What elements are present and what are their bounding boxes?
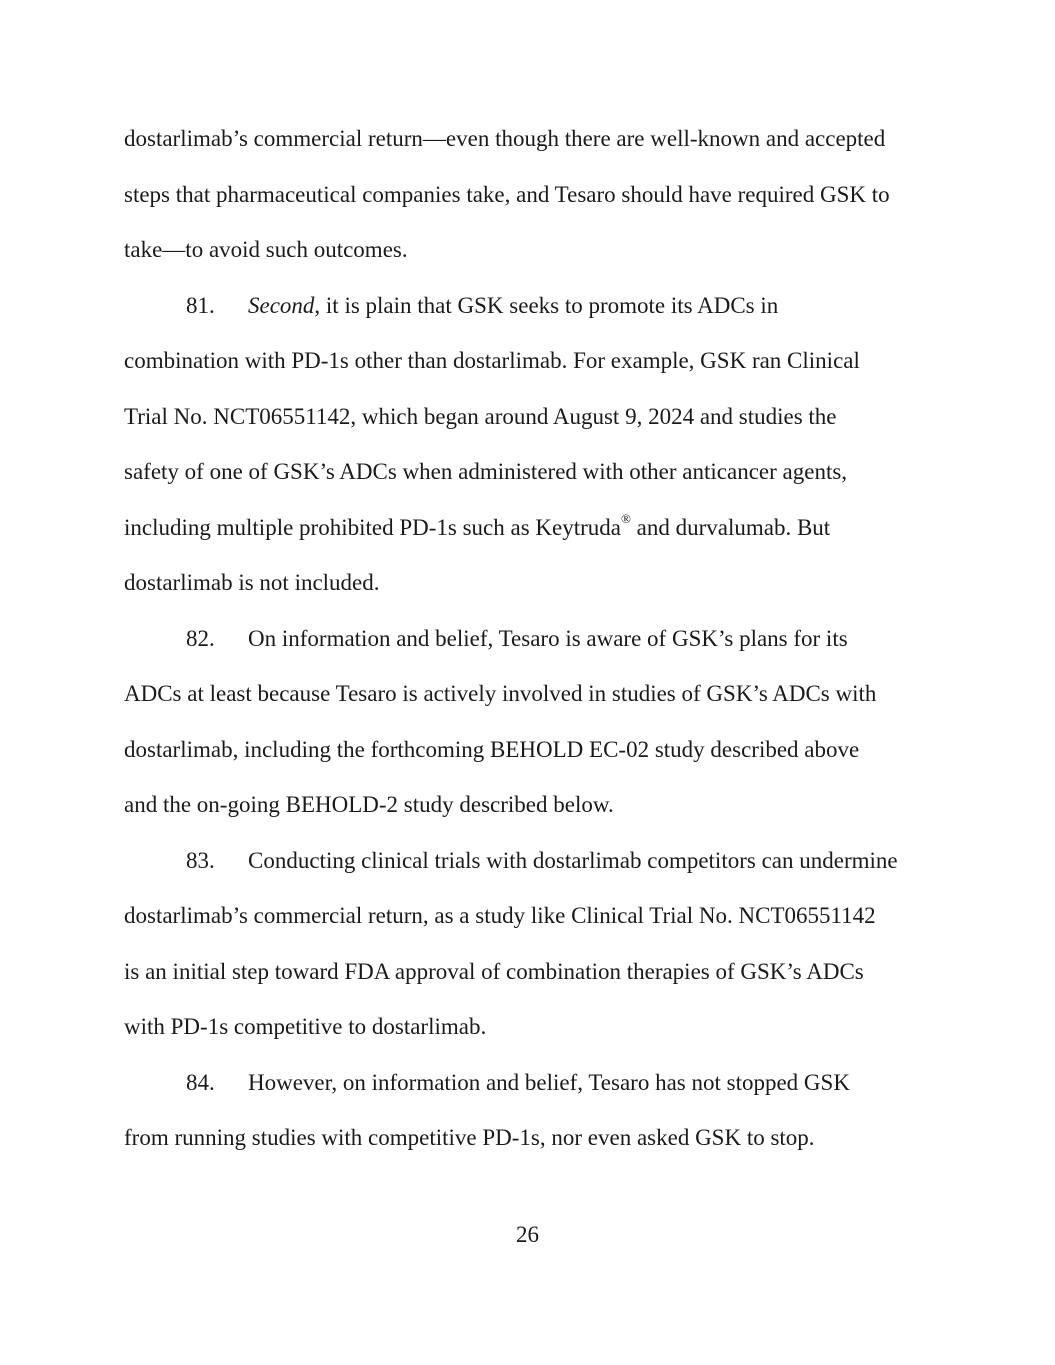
paragraph-82-first-line: On information and belief, Tesaro is aware of GSK’s plans for its: [248, 626, 848, 651]
registered-mark: ®: [620, 511, 631, 527]
text-span: , it is plain that GSK seeks to promote its ADCs in: [314, 293, 779, 318]
text-line: from running studies with competitive PD-1s, nor even asked GSK to stop.: [124, 1125, 815, 1150]
text-span: and durvalumab. But: [630, 515, 831, 540]
text-line: combination with PD-1s other than dostarlimab. For example, GSK ran Clinical: [124, 348, 860, 373]
paragraph-number-81: 81.: [186, 293, 215, 318]
emphasis-second: Second: [248, 293, 315, 318]
page-number: 26: [516, 1222, 539, 1247]
text-line: with PD-1s competitive to dostarlimab.: [124, 1014, 487, 1039]
text-line: safety of one of GSK’s ADCs when administered with other anticancer agents,: [124, 459, 848, 484]
text-line: Trial No. NCT06551142, which began around August 9, 2024 and studies the: [124, 404, 837, 429]
text-line: dostarlimab’s commercial return—even though there are well-known and accepted: [124, 126, 886, 151]
paragraph-83-first-line: Conducting clinical trials with dostarlimab competitors can undermine: [248, 848, 898, 873]
paragraph-number-82: 82.: [186, 626, 215, 651]
text-line: and the on-going BEHOLD-2 study described below.: [124, 792, 614, 817]
text-line: is an initial step toward FDA approval of combination therapies of GSK’s ADCs: [124, 959, 864, 984]
paragraph-81-first-line: [248, 292, 778, 320]
paragraph-number-84: 84.: [186, 1070, 215, 1095]
text-line: ADCs at least because Tesaro is actively involved in studies of GSK’s ADCs with: [124, 681, 877, 706]
text-line: steps that pharmaceutical companies take, and Tesaro should have required GSK to: [124, 182, 890, 207]
text-line: dostarlimab is not included.: [124, 570, 380, 595]
paragraph-number-83: 83.: [186, 848, 215, 873]
text-line: take—to avoid such outcomes.: [124, 237, 408, 262]
text-line: [124, 511, 831, 542]
text-line: dostarlimab’s commercial return, as a study like Clinical Trial No. NCT06551142: [124, 903, 876, 928]
text-span: including multiple prohibited PD-1s such as Keytruda: [124, 515, 621, 540]
paragraph-84-first-line: However, on information and belief, Tesaro has not stopped GSK: [248, 1070, 850, 1095]
text-line: dostarlimab, including the forthcoming BEHOLD EC-02 study described above: [124, 737, 860, 762]
